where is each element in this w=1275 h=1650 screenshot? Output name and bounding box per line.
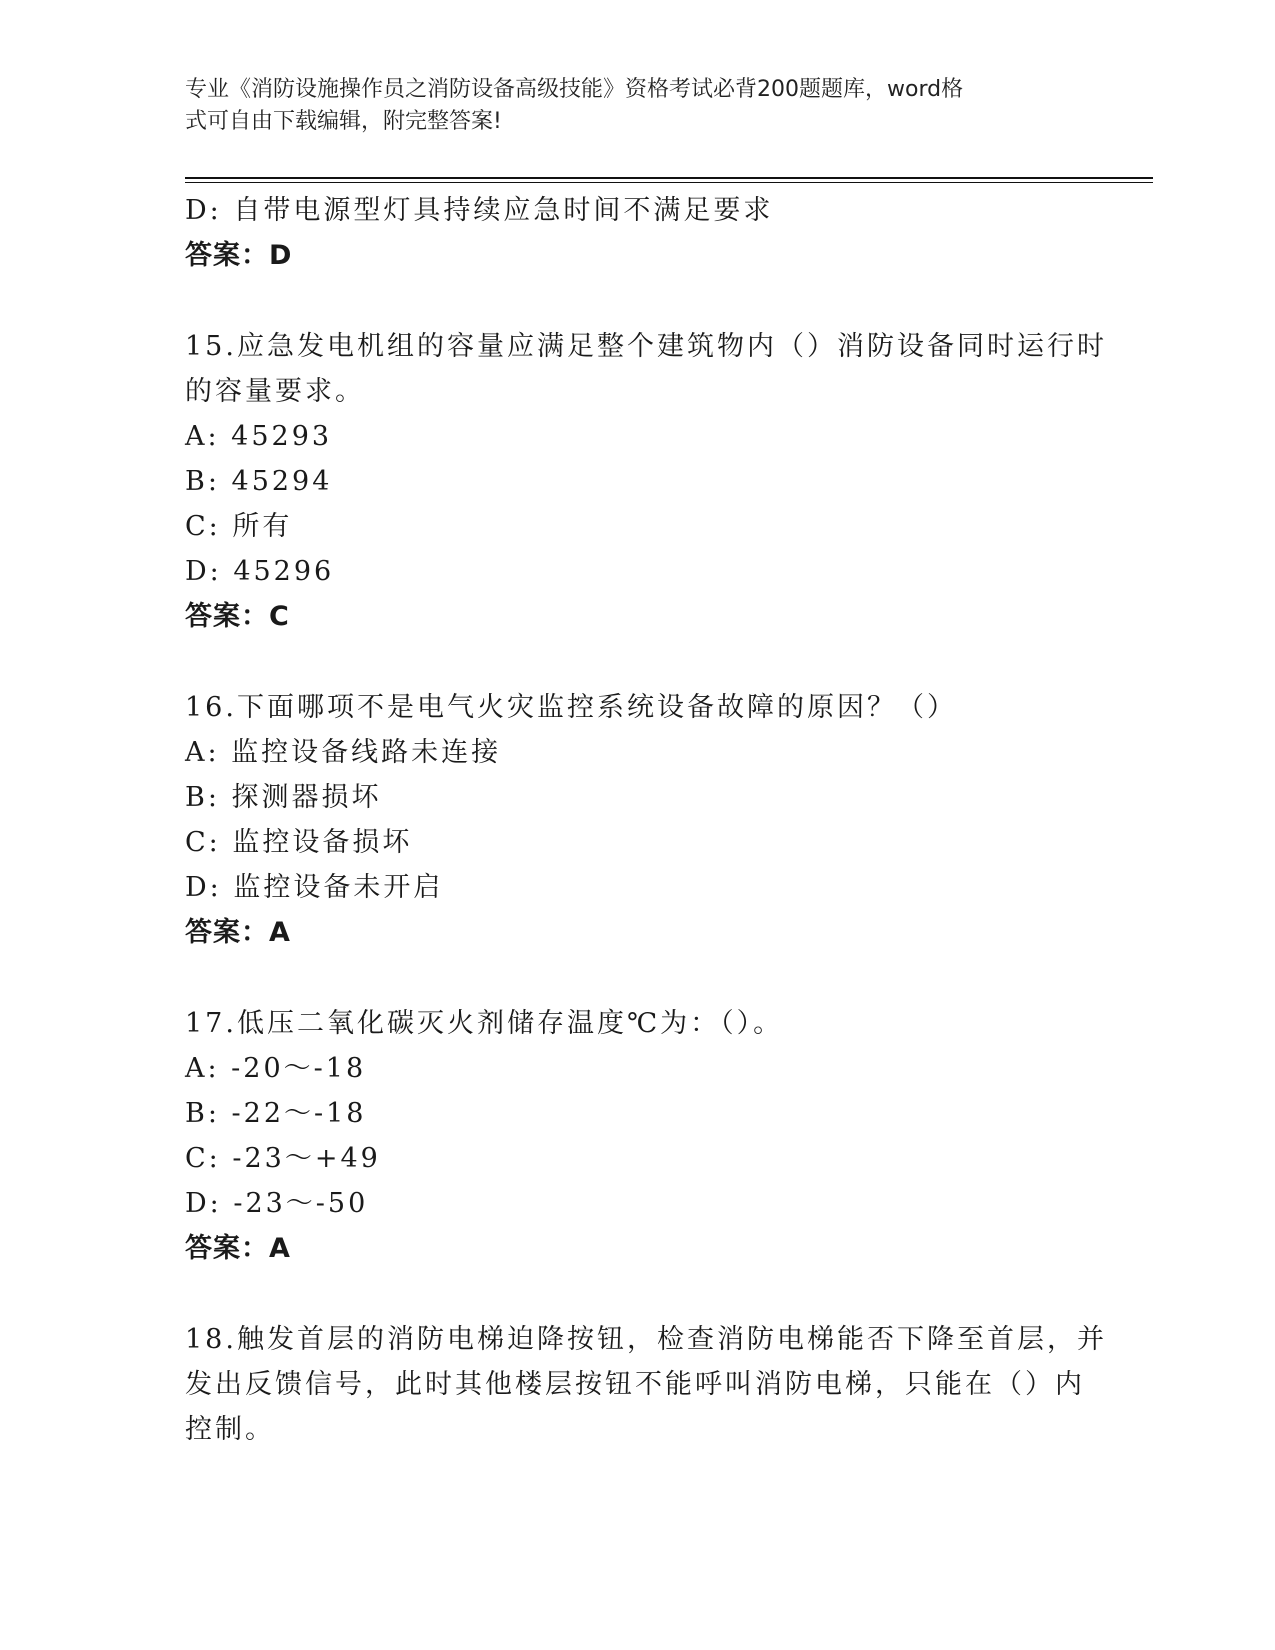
option-d: D: 自带电源型灯具持续应急时间不满足要求 bbox=[185, 195, 774, 226]
answer-line: 答案：A bbox=[185, 1233, 291, 1264]
option-b: B: 45294 bbox=[185, 466, 333, 497]
option-c: C: -23～+49 bbox=[185, 1143, 381, 1174]
header-divider-thin bbox=[185, 182, 1153, 183]
option-c: C: 监控设备损坏 bbox=[185, 827, 413, 858]
option-a: A: 监控设备线路未连接 bbox=[185, 737, 502, 768]
header-line-1: 专业《消防设施操作员之消防设备高级技能》资格考试必背200题题库，word格 bbox=[185, 77, 964, 102]
question-stem: 的容量要求。 bbox=[185, 376, 365, 407]
option-d: D: 45296 bbox=[185, 556, 335, 587]
question-15 bbox=[185, 324, 1107, 639]
option-c: C: 所有 bbox=[185, 511, 293, 542]
option-a: A: -20～-18 bbox=[185, 1053, 367, 1084]
option-b: B: 探测器损坏 bbox=[185, 782, 382, 813]
question-stem: 16.下面哪项不是电气火灾监控系统设备故障的原因？（） bbox=[185, 692, 957, 723]
page-header bbox=[185, 74, 1065, 138]
answer-line: 答案：C bbox=[185, 601, 290, 632]
header-divider-thick bbox=[185, 177, 1153, 179]
question-stem: 发出反馈信号，此时其他楼层按钮不能呼叫消防电梯，只能在（）内 bbox=[185, 1369, 1085, 1400]
question-stem: 17.低压二氧化碳灭火剂储存温度℃为：（）。 bbox=[185, 1008, 784, 1039]
option-a: A: 45293 bbox=[185, 421, 333, 452]
answer-line: 答案：D bbox=[185, 240, 293, 271]
option-d: D: 监控设备未开启 bbox=[185, 872, 444, 903]
question-stem: 18.触发首层的消防电梯迫降按钮，检查消防电梯能否下降至首层，并 bbox=[185, 1324, 1107, 1355]
header-line-2: 式可自由下载编辑，附完整答案! bbox=[185, 109, 502, 134]
question-stem: 控制。 bbox=[185, 1414, 275, 1445]
question-18 bbox=[185, 1317, 1107, 1452]
question-list bbox=[185, 188, 1107, 1452]
option-d: D: -23～-50 bbox=[185, 1188, 369, 1219]
question-14-tail bbox=[185, 188, 1085, 278]
question-stem: 15.应急发电机组的容量应满足整个建筑物内（）消防设备同时运行时 bbox=[185, 331, 1107, 362]
option-b: B: -22～-18 bbox=[185, 1098, 367, 1129]
question-17 bbox=[185, 1001, 1085, 1271]
question-16 bbox=[185, 685, 1085, 955]
answer-line: 答案：A bbox=[185, 917, 291, 948]
